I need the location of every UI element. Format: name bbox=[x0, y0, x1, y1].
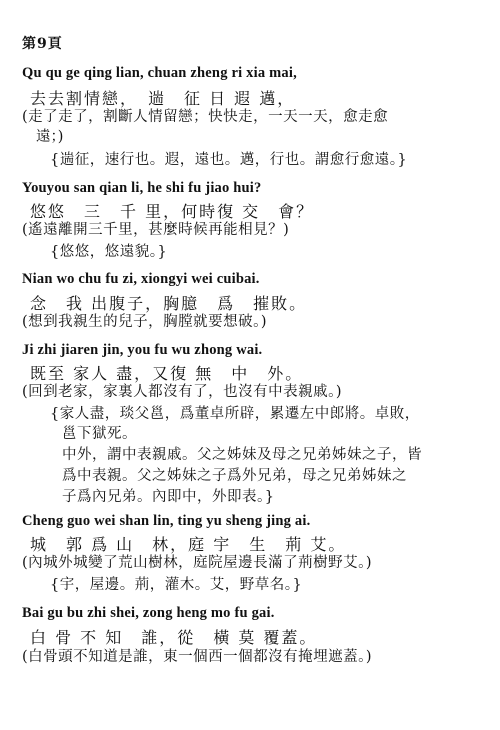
translation-line: (遙遠離開三千里，甚麼時候再能相見？) bbox=[22, 222, 290, 238]
chinese-verse-line: 既至 家人 盡，又復 無 中 外。 bbox=[30, 364, 304, 383]
annotation-note: {家人盡，琰父邕，爲董卓所辟，累遷左中郎將。卓敗， bbox=[50, 406, 420, 422]
annotation-note: 中外，謂中表親戚。父之姊妹及母之兄弟姊妹之子，皆 bbox=[62, 447, 422, 463]
pinyin-line: Qu qu ge qing lian, chuan zheng ri xia mai, bbox=[22, 65, 297, 81]
translation-line-continued: 遠；) bbox=[36, 129, 64, 145]
annotation-note: {遄征，速行也。遐，遠也。邁，行也。謂愈行愈遠。} bbox=[50, 152, 408, 168]
pinyin-line: Nian wo chu fu zi, xiongyi wei cuibai. bbox=[22, 271, 260, 287]
annotation-note: 爲中表親。父之姊妹之子爲外兄弟，母之兄弟姊妹之 bbox=[62, 468, 407, 484]
chinese-verse-line: 去去割情戀， 遄 征 日 遐 邁， bbox=[30, 89, 296, 108]
translation-line: (想到我親生的兒子，胸膛就要想破。) bbox=[22, 314, 268, 330]
chinese-verse-line: 悠悠 三 千 里，何時復 交 會？ bbox=[30, 202, 315, 221]
pinyin-line: Youyou san qian li, he shi fu jiao hui? bbox=[22, 180, 262, 196]
annotation-note: 邕下獄死。 bbox=[62, 426, 137, 442]
annotation-note: {悠悠，悠遠貌。} bbox=[50, 244, 168, 260]
page-number: 第9頁 bbox=[22, 36, 63, 52]
translation-line: (走了走了，割斷人情留戀；快快走，一天一天，愈走愈 bbox=[22, 109, 389, 125]
chinese-verse-line: 白 骨 不 知 誰，從 橫 莫 覆蓋。 bbox=[30, 628, 318, 647]
annotation-note: {宇，屋邊。荊，灌木。艾，野草名。} bbox=[50, 577, 303, 593]
pinyin-line: Ji zhi jiaren jin, you fu wu zhong wai. bbox=[22, 342, 263, 358]
chinese-verse-line: 城 郭 爲 山 林，庭 宇 生 荊 艾。 bbox=[30, 535, 347, 554]
pinyin-line: Cheng guo wei shan lin, ting yu sheng jing ai. bbox=[22, 513, 311, 529]
translation-line: (回到老家，家裏人都沒有了，也沒有中表親戚。) bbox=[22, 384, 343, 400]
translation-line: (內城外城變了荒山樹林，庭院屋邊長滿了荊樹野艾。) bbox=[22, 555, 373, 571]
pinyin-line: Bai gu bu zhi shei, zong heng mo fu gai. bbox=[22, 605, 275, 621]
chinese-verse-line: 念 我 出腹子，胸臆 爲 摧敗。 bbox=[30, 294, 308, 313]
annotation-note: 子爲內兄弟。內即中，外即表。} bbox=[62, 489, 275, 505]
translation-line: (白骨頭不知道是誰，東一個西一個都沒有掩埋遮蓋。) bbox=[22, 649, 373, 665]
